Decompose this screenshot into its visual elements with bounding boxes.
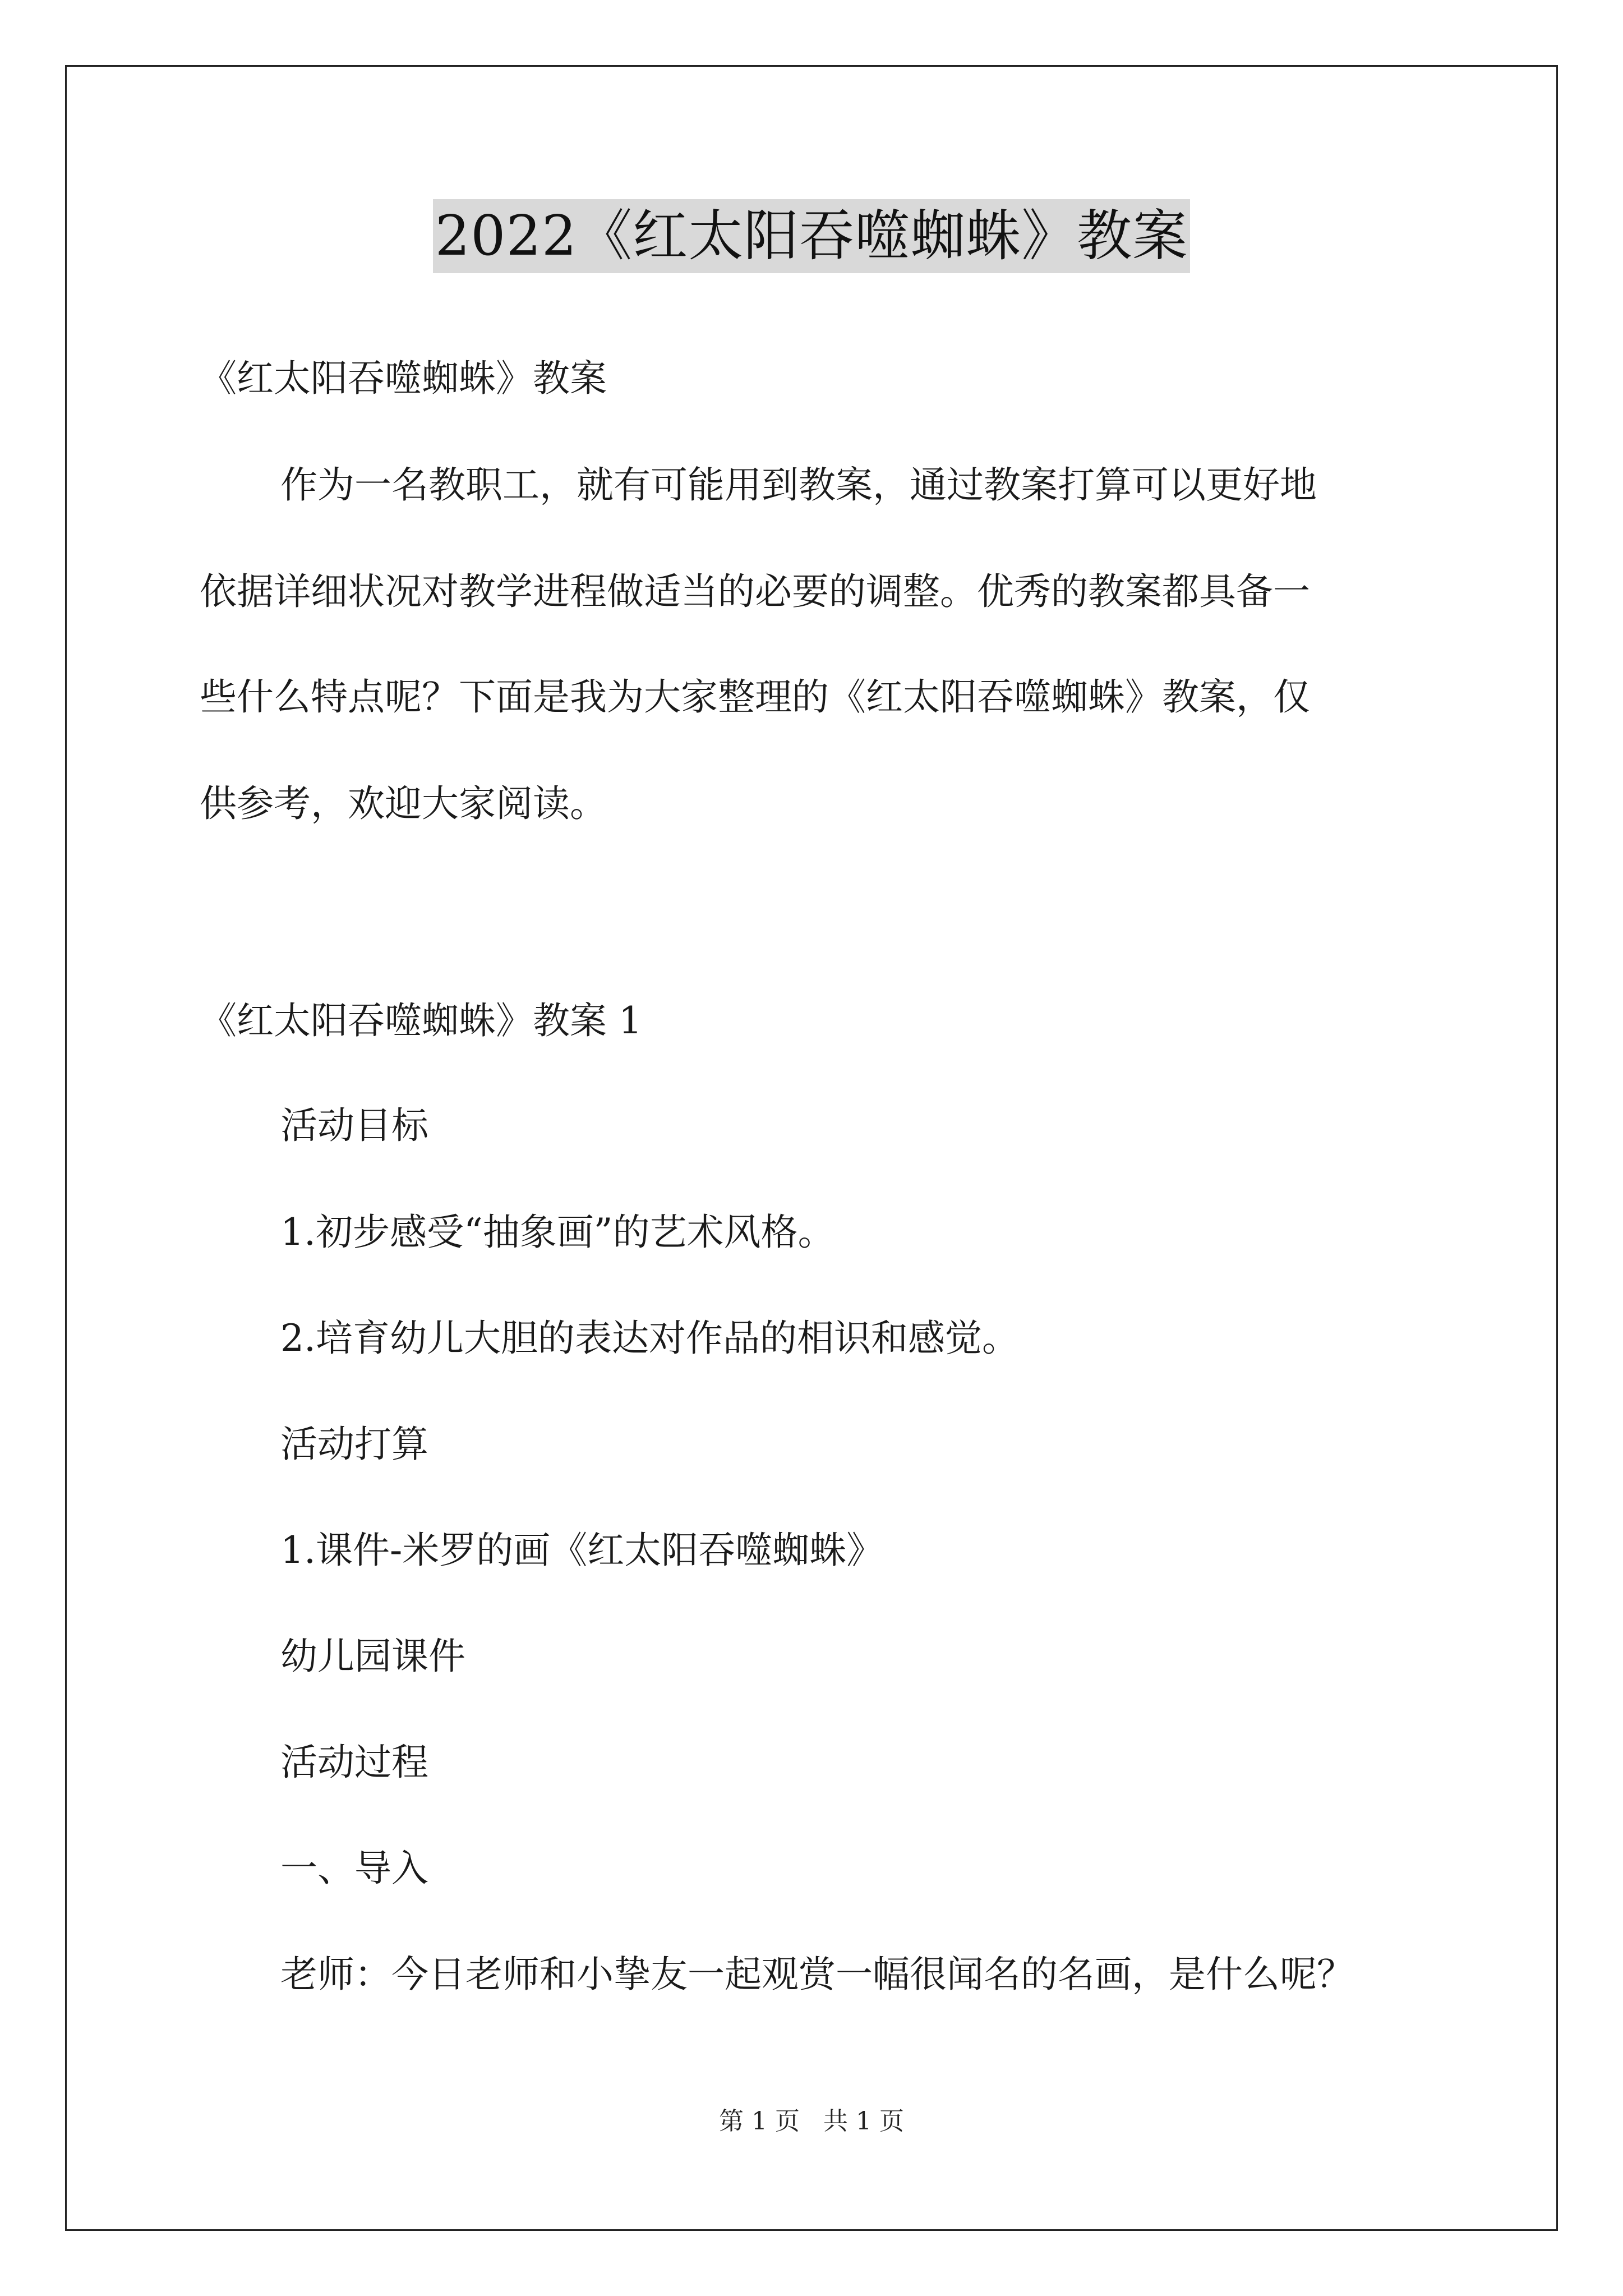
body-line: 活动目标 <box>280 1104 428 1147</box>
body-line: 幼儿园课件 <box>280 1635 465 1678</box>
document-subtitle: 《红太阳吞噬蜘蛛》教案 <box>200 357 607 400</box>
body-line: 老师：今日老师和小挚友一起观赏一幅很闻名的名画，是什么呢？ <box>280 1953 1354 1996</box>
intro-line: 供参考，欢迎大家阅读。 <box>200 782 607 825</box>
page-footer <box>0 2105 1623 2138</box>
body-line: 一、导入 <box>280 1847 428 1890</box>
body-line: 2.培育幼儿大胆的表达对作品的相识和感觉。 <box>280 1317 1019 1360</box>
body-line: 1.初步感受“抽象画”的艺术风格。 <box>280 1211 835 1254</box>
body-line: 活动过程 <box>280 1741 428 1784</box>
intro-line: 作为一名教职工，就有可能用到教案，通过教案打算可以更好地 <box>280 463 1317 507</box>
section-heading: 《红太阳吞噬蜘蛛》教案 1 <box>200 999 642 1042</box>
page-number-current: 第 1 页 <box>719 2107 800 2136</box>
page-number-total: 共 1 页 <box>823 2107 904 2136</box>
body-line: 活动打算 <box>280 1423 428 1466</box>
document-title: 2022《红太阳吞噬蜘蛛》教案 <box>433 199 1190 273</box>
title-container <box>0 199 1623 273</box>
intro-line: 些什么特点呢？下面是我为大家整理的《红太阳吞噬蜘蛛》教案，仅 <box>200 675 1310 719</box>
intro-line: 依据详细状况对教学进程做适当的必要的调整。优秀的教案都具备一 <box>200 570 1310 613</box>
body-line: 1.课件-米罗的画《红太阳吞噬蜘蛛》 <box>280 1529 884 1572</box>
